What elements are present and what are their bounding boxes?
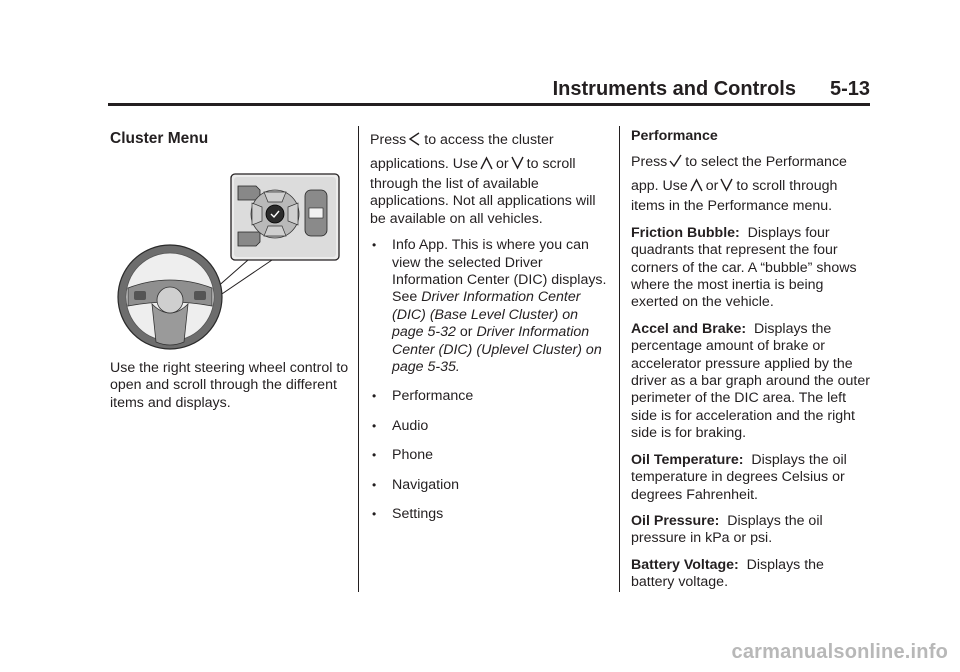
- item-text: or: [459, 324, 473, 341]
- column-divider-1: [358, 126, 359, 592]
- definition: Displays the oil temperature in degrees Celsius or degrees Fahrenheit.: [631, 451, 847, 503]
- applications-list: [370, 237, 608, 523]
- intro-text: app. Use: [631, 178, 688, 195]
- definition: Displays the battery voltage.: [631, 556, 824, 591]
- performance-intro: [631, 150, 871, 198]
- section-heading: Cluster Menu: [110, 130, 209, 147]
- watermark: carmanualsonline.info: [731, 641, 948, 663]
- chapter-title: Instruments and Controls: [552, 78, 796, 100]
- intro-text: to scroll through: [736, 178, 838, 195]
- list-item: [370, 506, 608, 523]
- list-item: [370, 447, 608, 464]
- chevron-up-icon: [690, 178, 703, 192]
- left-column: [110, 118, 348, 147]
- list-item: [370, 237, 608, 376]
- list-item: [370, 418, 608, 435]
- chevron-down-icon: [511, 156, 524, 170]
- intro-text: Press: [370, 132, 407, 148]
- middle-column: [370, 128, 608, 531]
- accel-brake-paragraph: [631, 321, 871, 443]
- intro-text: to scroll: [526, 156, 576, 172]
- performance-intro-cont: items in the Performance menu.: [631, 198, 833, 215]
- bullet: •: [372, 448, 377, 463]
- bullet: •: [372, 477, 377, 492]
- oil-temperature-paragraph: [631, 452, 871, 504]
- definition: Displays four quadrants that represent the four corners of the car. A “bubble” shows where the most inertia is being exerted on the vehicle.: [631, 224, 857, 311]
- term: Oil Temperature:: [631, 451, 744, 468]
- item-text: Phone: [392, 447, 434, 464]
- running-header: [553, 78, 870, 101]
- intro-text: Press: [631, 154, 668, 171]
- intro-text: applications. Use: [370, 156, 479, 172]
- term: Friction Bubble:: [631, 224, 740, 241]
- friction-bubble-paragraph: [631, 225, 871, 312]
- intro-paragraph-cont: through the list of available applications. Not all applications will be available on all vehicles.: [370, 176, 596, 227]
- definition: Displays the oil pressure in kPa or psi.: [631, 512, 823, 547]
- chevron-down-icon: [720, 178, 733, 192]
- list-item: [370, 477, 608, 494]
- bullet: •: [372, 507, 377, 522]
- chevron-up-icon: [480, 156, 493, 170]
- item-text: Performance: [392, 388, 474, 405]
- checkmark-icon: [669, 154, 682, 168]
- definition: Displays the percentage amount of brake or accelerator pressure applied by the driver as a bar graph around the outer perimeter of the DIC area. The left side is for acceleration and the right side is for braking.: [631, 320, 870, 442]
- intro-text: or: [705, 178, 719, 195]
- column-divider-2: [619, 126, 620, 592]
- term: Battery Voltage:: [631, 556, 739, 573]
- left-caption-block: [110, 360, 350, 421]
- oil-pressure-paragraph: [631, 513, 871, 548]
- intro-text: or: [496, 156, 509, 172]
- item-text: Settings: [392, 506, 444, 523]
- item-text: Info App. This is where you can view the selected Driver Information Center (DIC) displays. See: [392, 237, 607, 306]
- bullet: •: [372, 389, 377, 404]
- subsection-heading: Performance: [631, 128, 718, 144]
- bullet: •: [372, 238, 377, 253]
- bullet: •: [372, 418, 377, 433]
- chevron-left-icon: [408, 132, 421, 146]
- list-item: [370, 388, 608, 405]
- cross-reference: Driver Information Center (DIC) (Uplevel Cluster) on page 5-35: [392, 324, 602, 376]
- item-text: .: [455, 359, 460, 376]
- header-rule: [108, 103, 870, 106]
- item-text: Navigation: [392, 476, 460, 493]
- steering-wheel-controls-illustration: [112, 172, 342, 350]
- page-number: 5-13: [829, 78, 870, 100]
- item-text: Audio: [392, 417, 429, 434]
- term: Oil Pressure:: [631, 512, 720, 529]
- intro-paragraph: [370, 128, 608, 176]
- term: Accel and Brake:: [631, 320, 747, 337]
- intro-text: to select the Performance: [685, 154, 847, 171]
- battery-voltage-paragraph: [631, 557, 871, 592]
- cross-reference: Driver Information Center (DIC) (Base Level Cluster) on page 5-32: [392, 289, 581, 341]
- right-column: [631, 126, 871, 601]
- illustration-caption: Use the right steering wheel control to open and scroll through the different items and displays.: [110, 360, 349, 411]
- intro-text: to access the cluster: [424, 132, 554, 148]
